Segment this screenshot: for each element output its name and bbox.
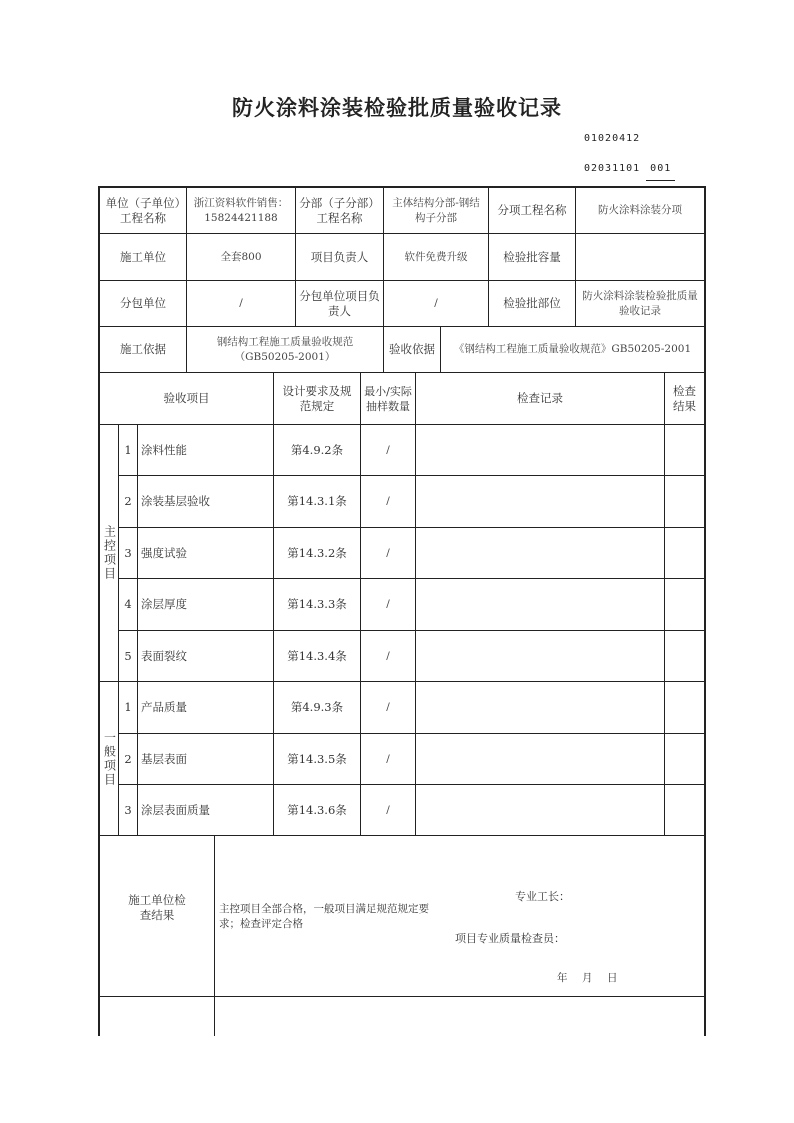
col-record: 检查记录 [517, 391, 563, 405]
item-name: 表面裂纹 [141, 648, 187, 663]
subitem-value: 防火涂料涂装分项 [598, 204, 682, 216]
item-name: 产品质量 [141, 700, 187, 714]
constructor-label: 施工单位 [120, 249, 166, 264]
item-sample: / [386, 443, 390, 456]
row-number: 2 [124, 751, 132, 766]
pm-value: 软件免费升级 [404, 250, 468, 263]
item-sample: / [386, 598, 390, 610]
row-number: 5 [124, 648, 132, 663]
general-group-label: 一般项目 [102, 730, 117, 787]
col-result: 检查结果 [673, 383, 696, 413]
constructor-value: 全套800 [220, 250, 262, 263]
item-name: 涂层厚度 [141, 597, 187, 611]
item-name: 涂层表面质量 [141, 802, 210, 817]
row-number: 1 [124, 700, 132, 714]
item-sample: / [386, 752, 390, 765]
check-result-label: 施工单位检查结果 [128, 893, 186, 922]
item-sample: / [386, 701, 390, 713]
sub-pm-value: / [434, 297, 438, 309]
col-item: 验收项目 [163, 391, 210, 405]
row-number: 1 [124, 442, 132, 457]
item-name: 涂料性能 [141, 442, 187, 457]
item-clause: 第14.3.4条 [287, 648, 347, 663]
basis-value: 钢结构工程施工质量验收规范（GB50205-2001） [216, 335, 354, 363]
accept-basis-label: 验收依据 [389, 342, 435, 356]
unit-name-value: 浙江资料软件销售：15824421188 [193, 196, 289, 224]
part-label: 检验批部位 [503, 296, 561, 310]
item-clause: 第4.9.3条 [290, 700, 344, 714]
item-sample: / [386, 546, 390, 559]
check-result-text: 主控项目全部合格，一般项目满足规范规定要求；检查评定合格 [219, 903, 429, 930]
item-name: 基层表面 [141, 751, 187, 766]
item-sample: / [386, 495, 390, 507]
item-clause: 第14.3.5条 [287, 751, 347, 766]
col-design: 设计要求及规范规定 [282, 383, 352, 413]
item-clause: 第14.3.2条 [287, 545, 347, 560]
date-label: 年 月 日 [557, 972, 620, 984]
serial-number: 001 [646, 163, 675, 181]
subcontractor-label: 分包单位 [120, 296, 166, 310]
subcontractor-value: / [239, 297, 243, 309]
sub-pm-label: 分包单位项目负责人 [299, 288, 380, 318]
inspector-label: 项目专业质量检查员： [455, 932, 565, 945]
row-number: 3 [124, 802, 132, 817]
page-title: 防火涂料涂装检验批质量验收记录 [232, 95, 562, 120]
item-clause: 第4.9.2条 [290, 442, 344, 457]
item-sample: / [386, 649, 390, 662]
item-name: 涂装基层验收 [141, 494, 210, 508]
subitem-label: 分项工程名称 [497, 203, 567, 217]
batch-code [584, 163, 675, 181]
division-value: 主体结构分部-钢结构子分部 [392, 196, 480, 224]
batch-code-value: 02031101 [584, 163, 641, 174]
foreman-label: 专业工长： [515, 890, 570, 903]
item-clause: 第14.3.3条 [287, 597, 347, 611]
item-clause: 第14.3.1条 [287, 494, 347, 508]
accept-basis-value: 《钢结构工程施工质量验收规范》GB50205-2001 [453, 343, 692, 355]
item-name: 强度试验 [141, 545, 187, 560]
basis-label: 施工依据 [120, 342, 166, 356]
item-clause: 第14.3.6条 [287, 802, 347, 817]
row-number: 3 [124, 545, 132, 560]
row-number: 2 [124, 494, 132, 508]
row-number: 4 [124, 597, 132, 611]
item-sample: / [386, 803, 390, 816]
capacity-label: 检验批容量 [503, 249, 561, 264]
capacity-value [576, 234, 704, 280]
acceptance-table [98, 186, 706, 1036]
unit-name-label: 单位（子单位）工程名称 [105, 195, 181, 225]
part-value: 防火涂料涂装检验批质量验收记录 [582, 289, 698, 317]
col-sample: 最小/实际抽样数量 [364, 384, 412, 413]
main-group-label: 主控项目 [102, 525, 117, 581]
form-code: 01020412 [584, 133, 641, 144]
division-label: 分部（子分部）工程名称 [299, 195, 380, 225]
pm-label: 项目负责人 [310, 249, 369, 264]
